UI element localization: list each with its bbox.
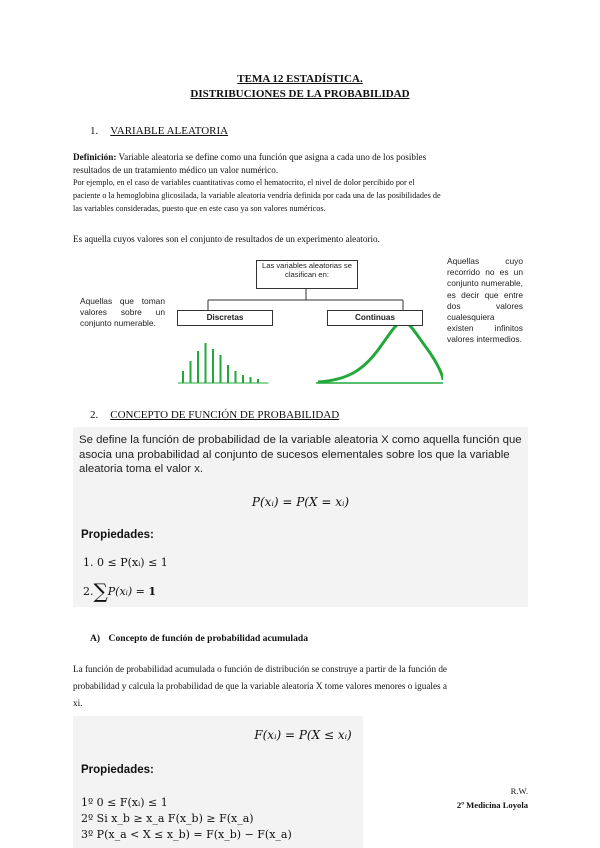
cumulative-formula: F(xᵢ) = P(X ≤ xᵢ): [254, 728, 352, 742]
section1-number: 1.: [90, 125, 99, 137]
discrete-bar-9: [242, 375, 244, 383]
definition-label: Definición:: [73, 152, 117, 162]
discrete-bar-3: [197, 351, 199, 383]
discrete-bar-5: [212, 349, 214, 383]
example-line2: paciente o la hemoglobina glicosilada, la variable aleatoria vendría definida por cada una de las posibilidades de: [73, 191, 441, 200]
definition-line2: resultados de un tratamiento médico un valor numérico.: [73, 165, 279, 175]
section2-heading: [90, 405, 339, 423]
cumulative-line2: probabilidad y calcula la probabilidad de que la variable aleatoria X tome valores menores o iguales a: [73, 681, 447, 691]
sum-symbol: ∑: [93, 579, 108, 603]
discrete-box: Discretas: [177, 310, 273, 326]
properties-title: Propiedades:: [81, 529, 154, 541]
definition-text: Variable aleatoria se define como una función que asigna a cada uno de los posibles: [116, 152, 427, 162]
definition-line1: [73, 151, 543, 164]
property-2: [83, 579, 156, 603]
section1-heading: [90, 121, 228, 139]
discrete-bar-2: [190, 361, 192, 383]
subsectionA-label: A): [90, 633, 101, 644]
page-title: TEMA 12 ESTADÍSTICA.: [237, 73, 363, 85]
probability-formula: P(xᵢ) = P(X = xᵢ): [251, 495, 350, 509]
continuous-distribution-curve: [318, 322, 443, 382]
page-subtitle: DISTRIBUCIONES DE LA PROBABILIDAD: [190, 88, 410, 100]
discrete-bar-10: [250, 377, 252, 383]
property-1: 1. 0 ≤ P(xᵢ) ≤ 1: [83, 556, 168, 569]
footer-initials: R.W.: [510, 786, 528, 796]
subsectionA-title: Concepto de función de probabilidad acumulada: [108, 633, 308, 644]
section1-title: VARIABLE ALEATORIA: [110, 125, 229, 137]
discrete-bar-1: [182, 371, 184, 383]
footer-course: 2º Medicina Loyola: [456, 800, 528, 810]
continuous-box: Continuas: [327, 310, 423, 326]
property-2-body: P(xᵢ) =: [107, 585, 149, 598]
example-line3: las variables consideradas, puesto que en este caso ya son valores numéricos.: [73, 204, 326, 213]
cumulative-property-3: 3º P(x_a < X ≤ x_b) = F(x_b) − F(x_a): [81, 828, 292, 841]
discrete-bar-11: [257, 379, 259, 383]
classification-diagram: [168, 250, 443, 388]
property-2-prefix: 2.: [83, 585, 94, 598]
discrete-bar-7: [227, 365, 229, 383]
cumulative-panel: [73, 716, 363, 848]
probability-definition: Se define la función de probabilidad de la variable aleatoria X como aquella función que asocia una probabilidad al conjunto de sucesos elementales sobre los que la variable aleatoria toma el valor x.: [79, 434, 522, 475]
example-line1: Por ejemplo, en el caso de variables cuantitativas como el hematocrito, el nivel de dolor percibido por el: [73, 178, 415, 187]
discrete-bar-8: [235, 371, 237, 383]
section2-number: 2.: [90, 409, 99, 421]
discrete-bar-6: [220, 355, 222, 383]
continuous-note: Aquellas cuyo recorrido no es un conjunto numerable, es decir que entre dos valores cualesquiera existen infinitos valores intermedios.: [447, 256, 523, 345]
root-box: Las variables aleatorias se clasifican en:: [256, 260, 358, 289]
cumulative-line1: La función de probabilidad acumulada o función de distribución se construye a partir de la función de: [73, 664, 448, 674]
probability-panel: [73, 427, 528, 607]
property-2-value: 1: [148, 585, 157, 598]
summary-text: Es aquella cuyos valores son el conjunto de resultados de un experimento aleatorio.: [73, 234, 380, 244]
cumulative-properties-title: Propiedades:: [81, 764, 154, 776]
discrete-bar-4: [205, 343, 207, 383]
cumulative-line3: xi.: [73, 698, 83, 708]
discrete-note: Aquellas que toman valores sobre un conjunto numerable.: [80, 296, 165, 329]
section2-title: CONCEPTO DE FUNCIÓN DE PROBABILIDAD: [110, 409, 340, 421]
cumulative-property-2: 2º Si x_b ≥ x_a F(x_b) ≥ F(x_a): [81, 812, 254, 825]
cumulative-property-1: 1º 0 ≤ F(xᵢ) ≤ 1: [81, 796, 168, 809]
subsectionA-heading: [90, 633, 308, 644]
